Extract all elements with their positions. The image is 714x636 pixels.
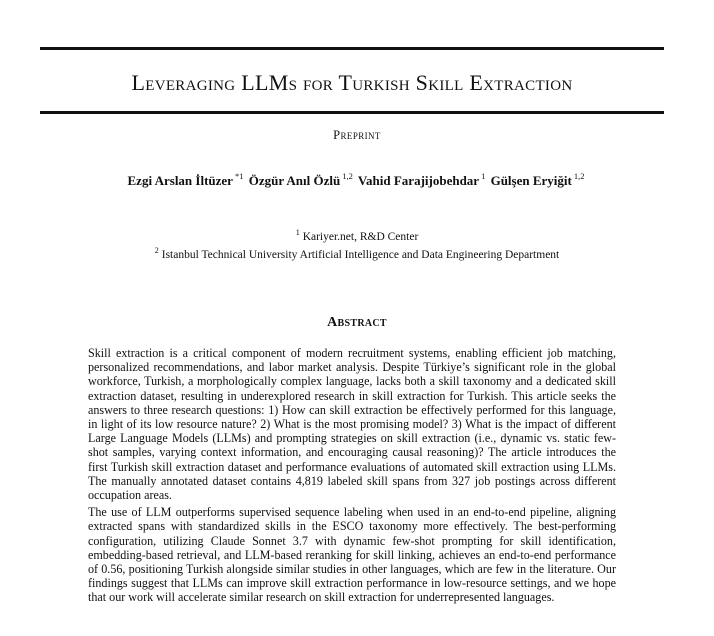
author-affiliation-mark: 1,2: [342, 171, 353, 181]
paper-title: Leveraging LLMs for Turkish Skill Extraction: [131, 70, 573, 95]
author-name: Ezgi Arslan İltüzer: [127, 173, 233, 188]
title-rule-top: [40, 47, 664, 50]
preprint-label: Preprint: [333, 128, 381, 142]
affiliation-text: Kariyer.net, R&D Center: [302, 231, 419, 243]
abstract-heading: Abstract: [327, 315, 387, 330]
title-rule-bottom: [40, 111, 664, 114]
author-affiliation-mark: 1: [481, 171, 486, 181]
author-affiliation-mark: 1,2: [573, 171, 585, 181]
affiliation-mark: 1: [295, 228, 300, 237]
affiliation-text: Istanbul Technical University Artificial Intelligence and Data Engineering Department: [161, 249, 560, 261]
abstract-body: [88, 346, 616, 608]
affiliation-mark: 2: [154, 246, 159, 255]
author-name: Özgür Anıl Özlü: [248, 173, 341, 188]
author-list: [0, 171, 714, 189]
affiliation-line: [0, 226, 714, 244]
author-name: Vahid Farajijobehdar: [357, 173, 480, 188]
abstract-paragraph: Skill extraction is a critical component of modern recruitment systems, enabling efficient job matching, personalized recommendations, and labor market analysis. Despite Türkiye’s significant role in the global workforce, Turkish, a morphologically complex language, lacks both a skill taxonomy and a dedicated skill extraction dataset, resulting in underexplored research in skill extraction for Turkish. This article seeks the answers to three research questions: 1) How can skill extraction be effectively performed for this language, in light of its low resource nature? 2) What is the most promising model? 3) What is the impact of different Large Language Models (LLMs) and prompting strategies on skill extraction (i.e., dynamic vs. static few-shot samples, varying context information, and encouraging causal reasoning)? The article introduces the first Turkish skill extraction dataset and performance evaluations of automated skill extraction using LLMs. The manually annotated dataset contains 4,819 labeled skill spans from 327 job postings across different occupation areas.: [88, 346, 616, 503]
abstract-paragraph: The use of LLM outperforms supervised sequence labeling when used in an end-to-end pipeline, aligning extracted spans with standardized skills in the ESCO taxonomy more effectively. The best-performing configuration, utilizing Claude Sonnet 3.7 with dynamic few-shot prompting for skill identification, embedding-based retrieval, and LLM-based reranking for skill linking, achieves an end-to-end performance of 0.56, positioning Turkish alongside similar studies in other languages, which are few in the literature. Our findings suggest that LLMs can improve skill extraction performance in low-resource settings, and we hope that our work will accelerate similar research on skill extraction for underrepresented languages.: [88, 505, 616, 605]
affiliation-line: [0, 244, 714, 262]
affiliation-list: [0, 226, 714, 262]
author-affiliation-mark: *1: [234, 171, 244, 181]
author-name: Gülşen Eryiğit: [490, 173, 572, 188]
